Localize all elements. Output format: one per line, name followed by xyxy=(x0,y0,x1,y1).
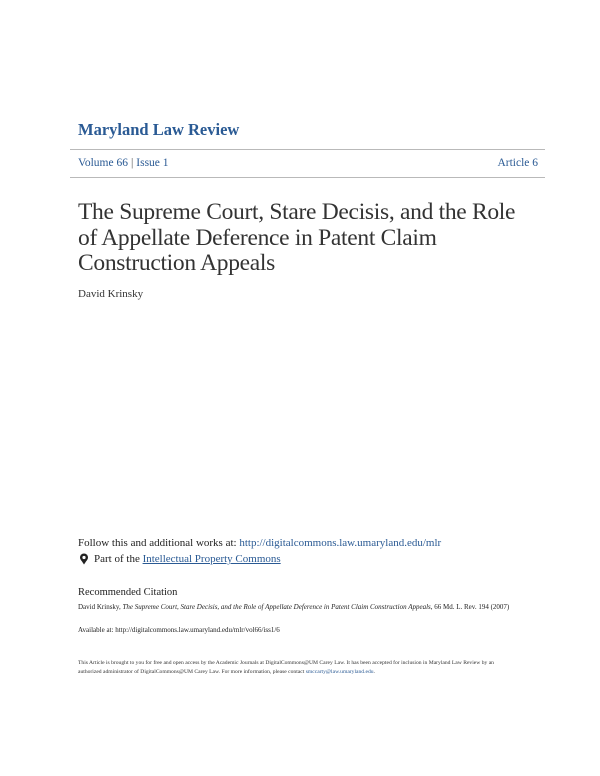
journal-title[interactable]: Maryland Law Review xyxy=(78,120,240,139)
citation-rest: , 66 Md. L. Rev. 194 (2007) xyxy=(430,603,510,611)
available-prefix: Available at: xyxy=(78,626,116,634)
intellectual-property-commons-link[interactable]: Intellectual Property Commons xyxy=(142,553,281,565)
volume-issue xyxy=(78,157,169,169)
recommended-citation-heading: Recommended Citation xyxy=(78,587,178,598)
article-number[interactable]: Article 6 xyxy=(497,157,538,169)
divider-top xyxy=(70,149,545,150)
citation-author: David Krinsky, xyxy=(78,603,123,611)
contact-email-link[interactable]: smccarty@law.umaryland.edu xyxy=(305,669,374,675)
available-at xyxy=(78,626,280,634)
access-notice-text: This Article is brought to you for free and open access by the Academic Journals at DigitalCommons@UM Carey Law. It has been accepted for inclusion in Maryland Law Review by an authorized administrator of DigitalCommons@UM Carey Law. For more information, please contact xyxy=(78,660,494,675)
volume-link[interactable]: Volume 66 xyxy=(78,157,128,169)
citation-text xyxy=(78,602,538,612)
available-url[interactable]: http://digitalcommons.law.umaryland.edu/mlr/vol66/iss1/6 xyxy=(115,626,280,634)
follow-prefix: Follow this and additional works at: xyxy=(78,537,240,549)
issue-link[interactable]: Issue 1 xyxy=(136,157,169,169)
follow-line xyxy=(78,537,441,549)
part-of-line xyxy=(78,553,281,565)
access-notice-end: . xyxy=(373,669,375,675)
volume-separator: | xyxy=(130,157,134,169)
article-title: The Supreme Court, Stare Decisis, and the Role of Appellate Deference in Patent Claim Construction Appeals xyxy=(78,199,516,276)
author-name: David Krinsky xyxy=(78,288,144,300)
divider-bottom xyxy=(70,177,545,178)
citation-title: The Supreme Court, Stare Decisis, and the Role of Appellate Deference in Patent Claim Construction Appeals xyxy=(122,603,431,611)
map-pin-icon xyxy=(78,553,90,565)
part-of-prefix: Part of the xyxy=(94,553,140,565)
follow-url-link[interactable]: http://digitalcommons.law.umaryland.edu/mlr xyxy=(239,537,442,549)
access-notice xyxy=(78,659,508,677)
